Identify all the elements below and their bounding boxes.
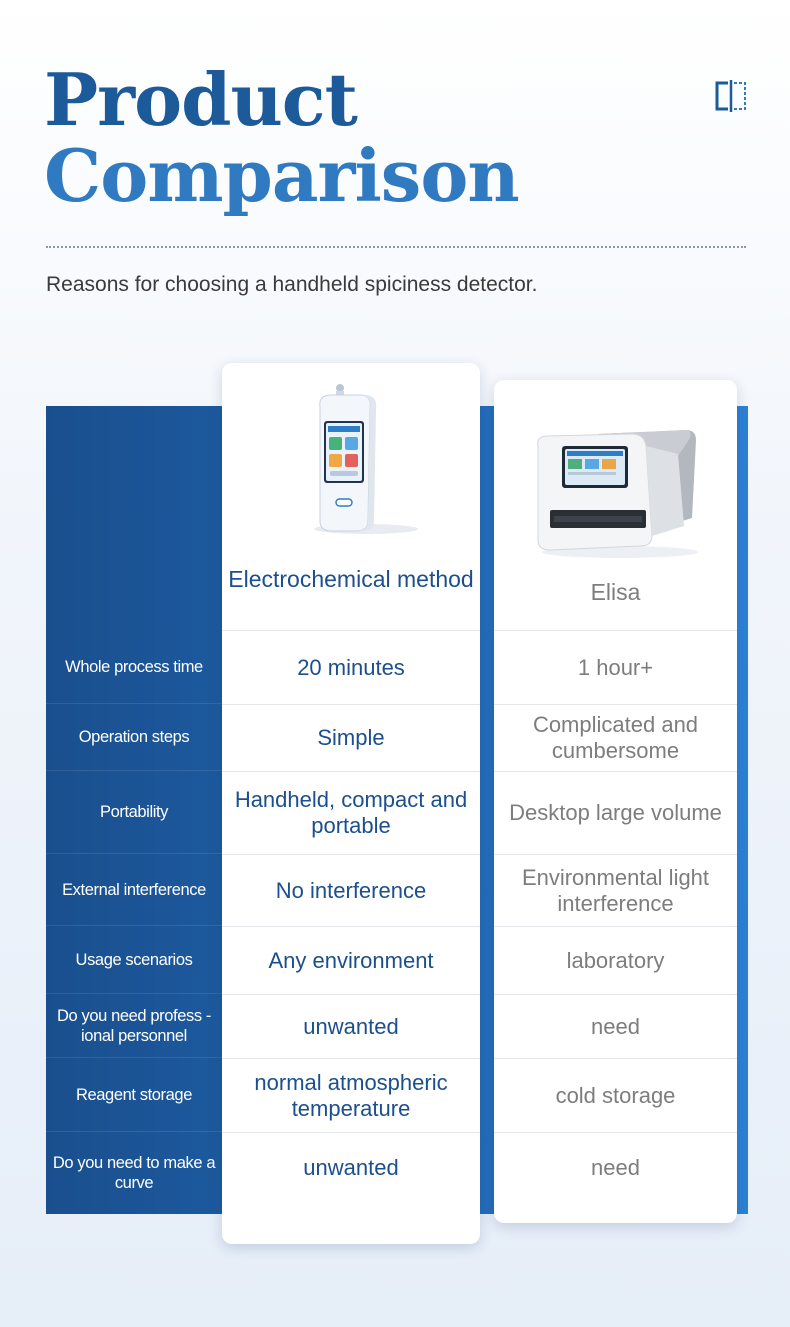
electrochemical-operation-steps: Simple xyxy=(222,704,480,771)
electrochemical-professional-personnel: unwanted xyxy=(222,994,480,1058)
row-label-external-interference: External interference xyxy=(46,854,222,926)
title-line-1: Product xyxy=(44,57,357,142)
electrochemical-card xyxy=(222,363,480,1244)
electrochemical-make-curve: unwanted xyxy=(222,1132,480,1202)
row-label-process-time: Whole process time xyxy=(46,630,222,704)
electrochemical-external-interference: No interference xyxy=(222,854,480,926)
compare-columns-icon xyxy=(714,80,748,117)
divider xyxy=(46,246,746,248)
elisa-process-time: 1 hour+ xyxy=(494,630,737,704)
row-label-portability: Portability xyxy=(46,771,222,854)
electrochemical-usage-scenarios: Any environment xyxy=(222,926,480,994)
elisa-usage-scenarios: laboratory xyxy=(494,926,737,994)
row-label-professional-personnel: Do you need profess -ional personnel xyxy=(46,994,222,1058)
electrochemical-portability: Handheld, compact and portable xyxy=(222,771,480,854)
elisa-operation-steps: Complicated and cumbersome xyxy=(494,704,737,771)
desktop-analyzer-image xyxy=(528,426,700,560)
page-title xyxy=(44,57,519,218)
elisa-card xyxy=(494,380,737,1223)
elisa-make-curve: need xyxy=(494,1132,737,1202)
row-label-operation-steps: Operation steps xyxy=(46,704,222,771)
elisa-professional-personnel: need xyxy=(494,994,737,1058)
row-label-reagent-storage: Reagent storage xyxy=(46,1058,222,1132)
row-label-make-curve: Do you need to make a curve xyxy=(52,1154,216,1192)
elisa-portability: Desktop large volume xyxy=(494,771,737,854)
electrochemical-process-time: 20 minutes xyxy=(222,630,480,704)
subtitle: Reasons for choosing a handheld spiciness detector. xyxy=(46,273,538,296)
row-label-usage-scenarios: Usage scenarios xyxy=(46,926,222,994)
title-line-2: Comparison xyxy=(44,133,519,218)
handheld-detector-image xyxy=(308,381,424,537)
elisa-external-interference: Environmental light interference xyxy=(494,854,737,926)
electrochemical-reagent-storage: normal atmospheric temperature xyxy=(222,1058,480,1132)
column-title-elisa: Elisa xyxy=(590,579,641,605)
column-title-electrochemical: Electrochemical method xyxy=(228,566,474,592)
elisa-reagent-storage: cold storage xyxy=(494,1058,737,1132)
